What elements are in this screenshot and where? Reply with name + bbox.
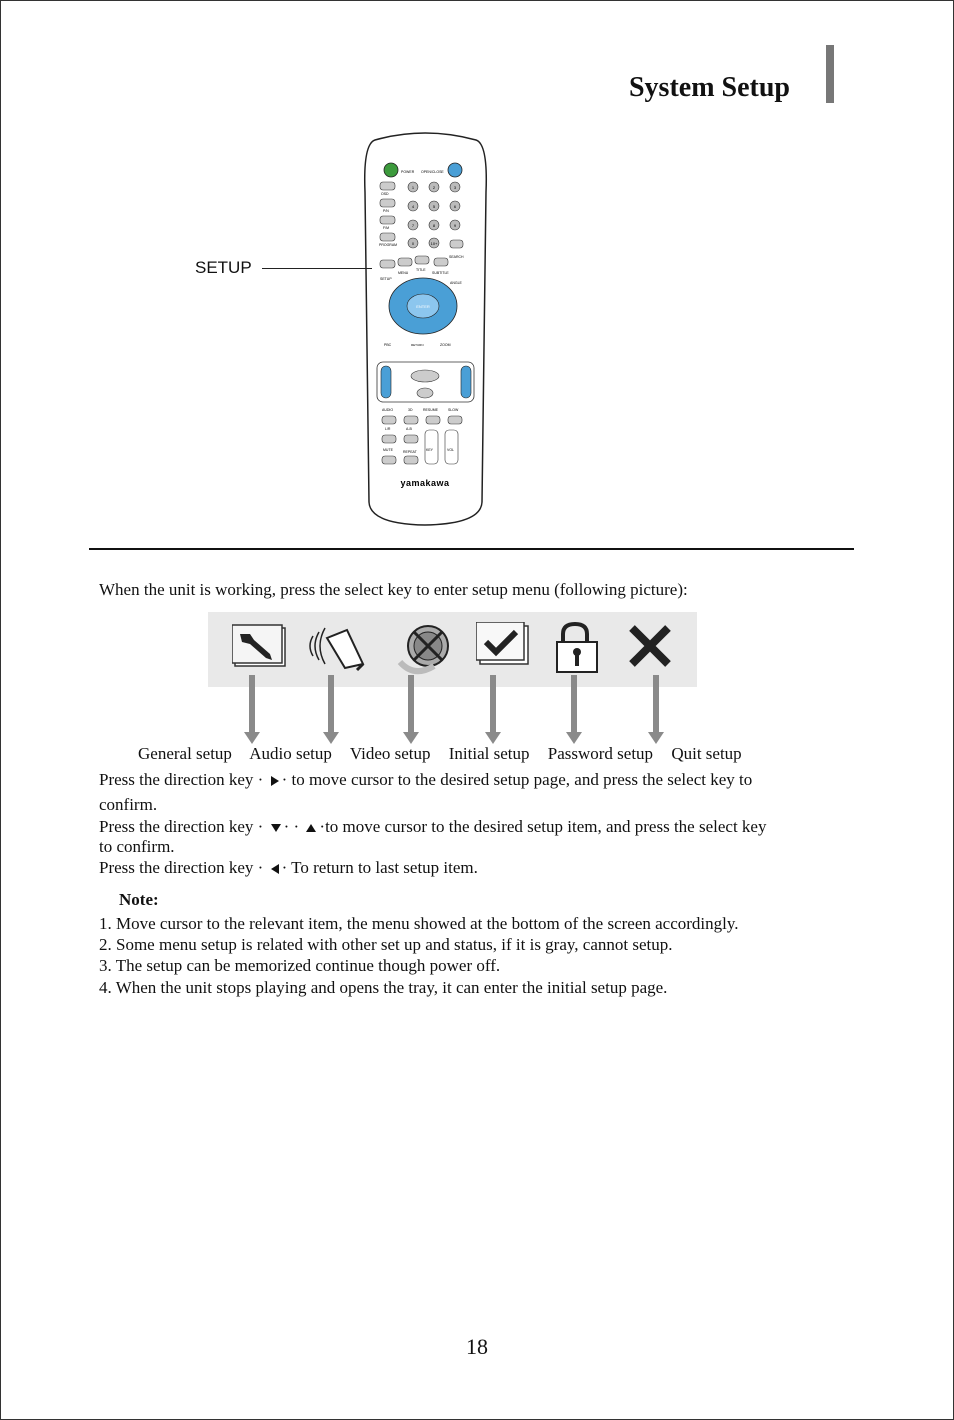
arrow-audio bbox=[328, 675, 334, 735]
power-button[interactable] bbox=[384, 163, 398, 177]
digit-8: 8 bbox=[432, 223, 436, 228]
title-label: TITLE bbox=[416, 268, 426, 272]
speaker-icon bbox=[305, 622, 365, 674]
rewind-button[interactable] bbox=[381, 366, 391, 398]
fm-button[interactable] bbox=[380, 216, 395, 224]
digit-0: 0 bbox=[411, 241, 415, 246]
volume-rocker[interactable] bbox=[445, 430, 458, 464]
setup-callout-line bbox=[262, 268, 372, 269]
digit-7: 7 bbox=[411, 223, 415, 228]
label-quit-setup: Quit setup bbox=[671, 744, 742, 763]
arrow-video bbox=[408, 675, 414, 735]
pbc-label: PBC bbox=[384, 343, 392, 347]
intro-text: When the unit is working, press the select key to enter setup menu (following picture): bbox=[99, 580, 688, 599]
return-label: RETURN bbox=[411, 343, 424, 347]
instruction-updown: Press the direction key · · · ·to move cursor to the desired setup item, and press the select key bbox=[99, 817, 767, 836]
power-label: POWER bbox=[401, 170, 415, 174]
osd-label: OSD bbox=[381, 192, 389, 196]
digit-4: 4 bbox=[411, 204, 415, 209]
title-accent-bar bbox=[826, 45, 834, 103]
key-rocker[interactable] bbox=[425, 430, 438, 464]
padlock-icon bbox=[553, 622, 601, 674]
page-number: 18 bbox=[466, 1334, 488, 1359]
digit-10plus: 10+ bbox=[430, 241, 438, 246]
pn-button[interactable] bbox=[380, 199, 395, 207]
resume-label: RESUME bbox=[423, 408, 438, 412]
fm-label: F/M bbox=[383, 226, 390, 230]
instruction-updown-cont: to confirm. bbox=[99, 837, 175, 856]
setup-callout-label: SETUP bbox=[195, 258, 252, 277]
subtitle-label: SUBTITLE bbox=[432, 271, 449, 275]
enter-label: ENTER bbox=[416, 304, 430, 309]
instruction-left: Press the direction key · · To return to last setup item. bbox=[99, 858, 478, 877]
setup-label-remote: SETUP bbox=[380, 277, 392, 281]
mute-label: MUTE bbox=[383, 448, 393, 452]
horizontal-rule bbox=[89, 548, 854, 550]
pn-label: P/N bbox=[383, 209, 389, 213]
note-item-4: 4. When the unit stops playing and opens the tray, it can enter the initial setup page. bbox=[99, 978, 668, 997]
open-close-label: OPEN/CLOSE bbox=[421, 170, 444, 174]
program-label: PROGRAM bbox=[379, 243, 398, 247]
menu-label-row bbox=[138, 744, 756, 764]
digit-2: 2 bbox=[432, 185, 436, 190]
note-item-2: 2. Some menu setup is related with other set up and status, if it is gray, cannot setup. bbox=[99, 935, 673, 954]
note-item-1: 1. Move cursor to the relevant item, the menu showed at the bottom of the screen accordingly. bbox=[99, 914, 739, 933]
slow-label: SLOW bbox=[448, 408, 459, 412]
subtitle-button[interactable] bbox=[434, 258, 448, 266]
osd-button[interactable] bbox=[380, 182, 395, 190]
checkmark-icon bbox=[476, 622, 532, 666]
skip-button[interactable] bbox=[461, 366, 471, 398]
arrow-password bbox=[571, 675, 577, 735]
label-initial-setup: Initial setup bbox=[448, 744, 530, 763]
right-arrow-icon bbox=[271, 776, 279, 786]
play-pause-button[interactable] bbox=[411, 370, 439, 382]
note-heading: Note: bbox=[119, 890, 159, 909]
instruction-right-cont: confirm. bbox=[99, 795, 158, 814]
film-reel-icon bbox=[396, 622, 456, 680]
vol-label: VOL bbox=[447, 448, 455, 452]
lr-label: L/R bbox=[385, 427, 391, 431]
repeat-label: REPEAT bbox=[403, 450, 417, 454]
arrow-quit bbox=[653, 675, 659, 735]
angle-label: ANGLE bbox=[450, 281, 462, 285]
x-icon bbox=[626, 622, 674, 670]
menu-label: MENU bbox=[398, 271, 409, 275]
left-arrow-icon bbox=[271, 864, 279, 874]
eject-button[interactable] bbox=[448, 163, 462, 177]
note-item-3: 3. The setup can be memorized continue though power off. bbox=[99, 956, 501, 975]
digit-5: 5 bbox=[432, 204, 436, 209]
digit-6: 6 bbox=[453, 204, 457, 209]
arrow-initial bbox=[490, 675, 496, 735]
3d-label: 3D bbox=[408, 408, 413, 412]
label-general-setup: General setup bbox=[138, 744, 232, 763]
instruction-right: Press the direction key · · to move cursor to the desired setup page, and press the select key to bbox=[99, 770, 753, 789]
stop-button[interactable] bbox=[417, 388, 433, 398]
setup-remote-button[interactable] bbox=[380, 260, 395, 268]
up-arrow-icon bbox=[306, 824, 316, 832]
wrench-icon bbox=[232, 622, 290, 668]
arrow-general bbox=[249, 675, 255, 735]
audio-label: AUDIO bbox=[382, 408, 394, 412]
menu-button[interactable] bbox=[398, 258, 412, 266]
title-button[interactable] bbox=[415, 256, 429, 264]
search-label: SEARCH bbox=[449, 255, 464, 259]
label-password-setup: Password setup bbox=[547, 744, 654, 763]
brand-logo: yamakawa bbox=[400, 478, 450, 488]
ab-label: A-B bbox=[406, 427, 412, 431]
key-label: KEY bbox=[426, 448, 434, 452]
digit-1: 1 bbox=[411, 185, 415, 190]
down-arrow-icon bbox=[271, 824, 281, 832]
search-button[interactable] bbox=[450, 240, 463, 248]
label-audio-setup: Audio setup bbox=[249, 744, 332, 763]
label-video-setup: Video setup bbox=[349, 744, 431, 763]
remote-control-illustration bbox=[363, 132, 488, 527]
program-button[interactable] bbox=[380, 233, 395, 241]
zoom-label: ZOOM bbox=[440, 343, 451, 347]
digit-3: 3 bbox=[453, 185, 457, 190]
digit-9: 9 bbox=[453, 223, 457, 228]
page-title: System Setup bbox=[628, 72, 790, 103]
